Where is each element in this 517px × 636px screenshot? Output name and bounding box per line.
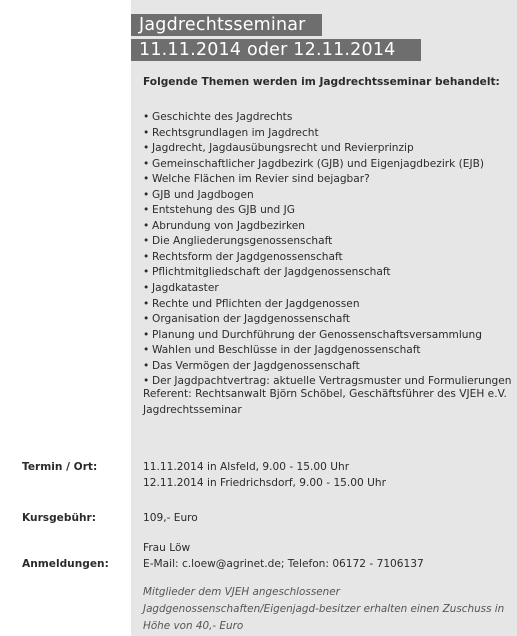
kursgebuehr-value: 109,- Euro	[143, 512, 198, 524]
list-item: • Jagdkataster	[143, 282, 219, 295]
list-item: • Das Vermögen der Jagdgenossenschaft	[143, 359, 360, 372]
list-item: • Abrundung von Jagdbezirken	[143, 219, 305, 232]
list-item: • Pflichtmitgliedschaft der Jagdgenossenschaft	[143, 266, 391, 279]
list-item: • GJB und Jagdbogen	[143, 188, 254, 201]
list-item: • Planung und Durchführung der Genossenschaftsversammlung	[143, 328, 482, 341]
subsidy-note: Mitglieder dem VJEH angeschlossener Jagdgenossenschaften/Eigenjagd-besitzer erhalten einen Zuschuss in Höhe von 40,- Euro	[143, 586, 505, 632]
list-item: • Entstehung des GJB und JG	[143, 204, 295, 217]
termin-line-2: 12.11.2014 in Friedrichsdorf, 9.00 - 15.00 Uhr	[143, 477, 386, 489]
list-item: • Welche Flächen im Revier sind bejagbar?	[143, 173, 370, 186]
anmeldungen-label: Anmeldungen:	[22, 558, 109, 570]
termin-label: Termin / Ort:	[22, 461, 98, 473]
seminar-dates: 11.11.2014 oder 12.11.2014	[131, 39, 421, 61]
referent-text: Referent: Rechtsanwalt Björn Schöbel, Geschäftsführer des VJEH e.V. Jagdrechtsseminar	[143, 388, 507, 416]
list-item: • Geschichte des Jagdrechts	[143, 111, 293, 123]
list-item: • Rechte und Pflichten der Jagdgenossen	[143, 297, 360, 310]
list-item: • Rechtsgrundlagen im Jagdrecht	[143, 126, 319, 139]
list-item: • Rechtsform der Jagdgenossenschaft	[143, 250, 343, 263]
list-item: • Jagdrecht, Jagdausübungsrecht und Revierprinzip	[143, 142, 414, 155]
contact-name: Frau Löw	[143, 542, 191, 554]
topics-list	[143, 110, 515, 390]
list-item: • Der Jagdpachtvertrag: aktuelle Vertragsmuster und Formulierungen	[143, 375, 512, 388]
topics-heading: Folgende Themen werden im Jagdrechtsseminar behandelt:	[143, 76, 500, 88]
kursgebuehr-label: Kursgebühr:	[22, 512, 96, 524]
list-item: • Gemeinschaftlicher Jagdbezirk (GJB) und Eigenjagdbezirk (EJB)	[143, 157, 484, 170]
list-item: • Organisation der Jagdgenossenschaft	[143, 313, 351, 326]
list-item: • Die Angliederungsgenossenschaft	[143, 235, 333, 248]
contact-line: E-Mail: c.loew@agrinet.de; Telefon: 06172 - 7106137	[143, 558, 424, 570]
page-title: Jagdrechtsseminar	[131, 14, 322, 36]
termin-line-1: 11.11.2014 in Alsfeld, 9.00 - 15.00 Uhr	[143, 461, 350, 473]
list-item: • Wahlen und Beschlüsse in der Jagdgenossenschaft	[143, 344, 421, 357]
